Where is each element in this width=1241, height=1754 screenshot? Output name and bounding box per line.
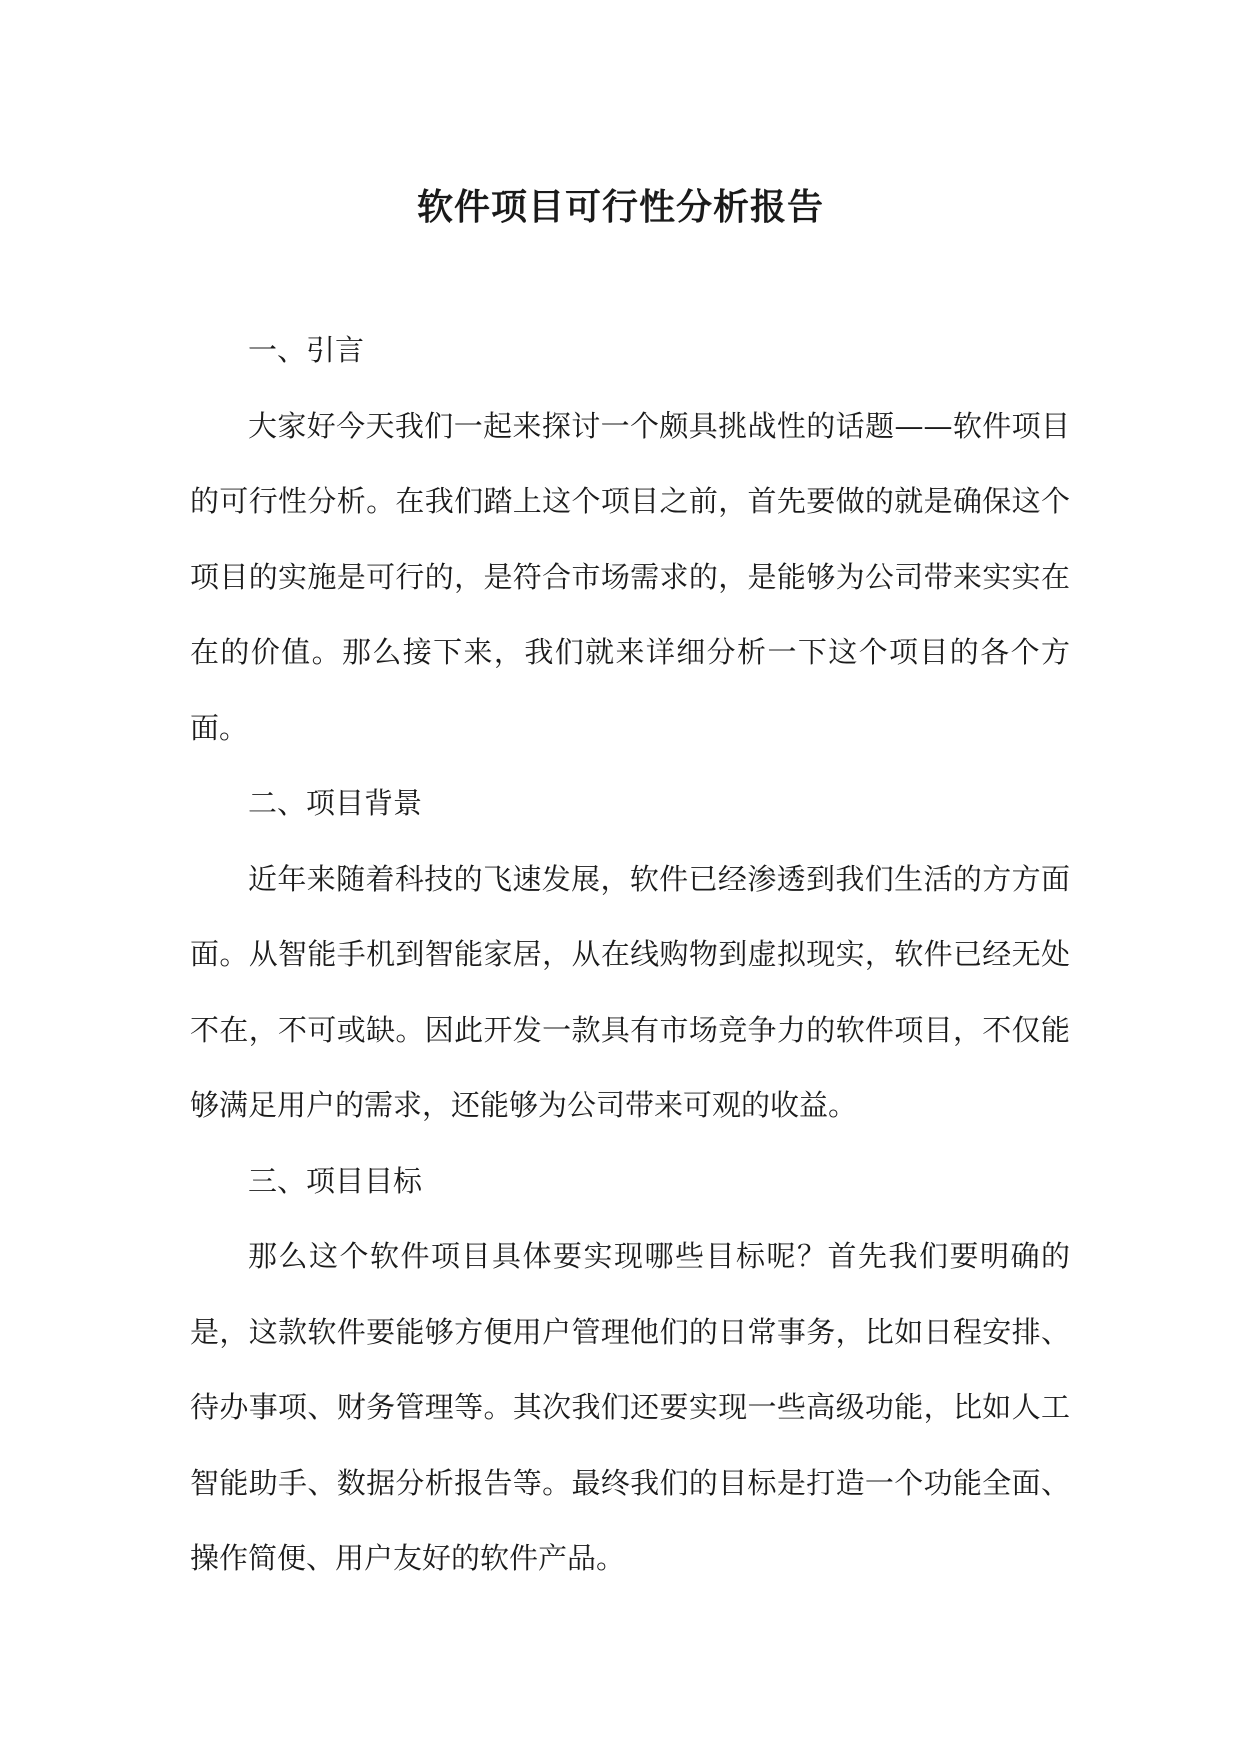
section-heading-background: 二、项目背景 [248, 786, 423, 820]
section-heading-intro: 一、引言 [248, 333, 365, 367]
section-paragraph-goals: 那么这个软件项目具体要实现哪些目标呢？首先我们要明确的是，这款软件要能够方便用户管理他们的日常事务，比如日程安排、待办事项、财务管理等。其次我们还要实现一些高级功能，比如人工智能助手、数据分析报告等。最终我们的目标是打造一个功能全面、操作简便、用户友好的软件产品。 [190, 1239, 1070, 1575]
document-body [190, 313, 1070, 1597]
section-paragraph-intro: 大家好今天我们一起来探讨一个颇具挑战性的话题——软件项目的可行性分析。在我们踏上这个项目之前，首先要做的就是确保这个项目的实施是可行的，是符合市场需求的，是能够为公司带来实实在在的价值。那么接下来，我们就来详细分析一下这个项目的各个方面。 [190, 408, 1070, 745]
document-title: 软件项目可行性分析报告 [416, 186, 824, 228]
section-heading-goals: 三、项目目标 [248, 1163, 423, 1198]
section-paragraph-background: 近年来随着科技的飞速发展，软件已经渗透到我们生活的方方面面。从智能手机到智能家居，从在线购物到虚拟现实，软件已经无处不在，不可或缺。因此开发一款具有市场竞争力的软件项目，不仅能够满足用户的需求，还能够为公司带来可观的收益。 [190, 861, 1070, 1122]
